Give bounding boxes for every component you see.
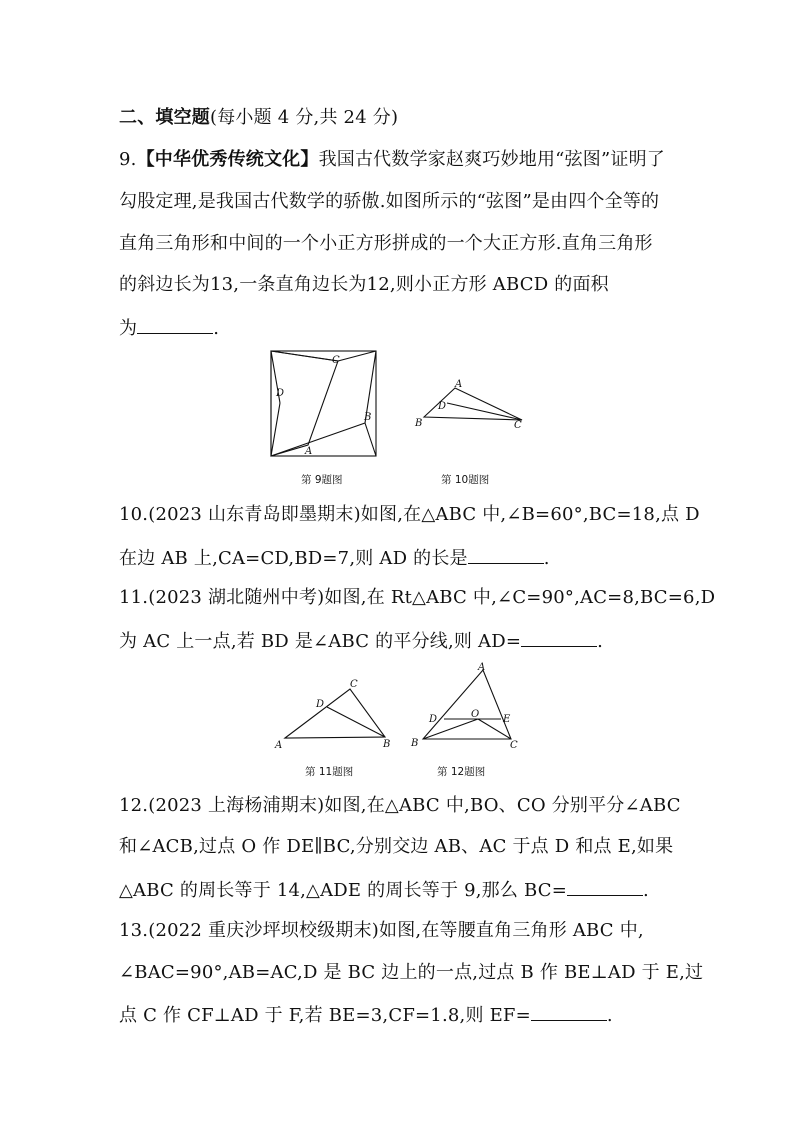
fig12-label-e: E <box>503 714 511 725</box>
fig9-label-b: B <box>364 412 372 423</box>
q13-answer-blank[interactable] <box>531 1002 607 1021</box>
figure-11 <box>270 672 396 752</box>
fig10-label-a: A <box>455 379 463 390</box>
fig11-label-b: B <box>383 739 391 750</box>
figure-11-drawing <box>270 672 396 752</box>
fig11-label-d: D <box>316 699 325 710</box>
q11-end: . <box>597 631 604 652</box>
q9-line3: 直角三角形和中间的一个小正方形拼成的一个大正方形.直角三角形 <box>119 233 653 254</box>
fig10-label-d: D <box>438 401 447 412</box>
q11-answer-blank[interactable] <box>521 628 597 647</box>
q13-line2: ∠BAC=90°,AB=AC,D 是 BC 边上的一点,过点 B 作 BE⊥AD 于 E,过 <box>119 962 704 983</box>
fig12-label-o: O <box>471 709 480 720</box>
figure-12 <box>405 660 530 752</box>
segment-cd <box>447 403 522 420</box>
q9-number: 9. <box>119 149 137 170</box>
fig12-label-d: D <box>429 714 438 725</box>
figure-10-caption: 第 10题图 <box>441 474 490 486</box>
figure-12-drawing <box>405 660 530 752</box>
figure-10 <box>410 378 530 434</box>
q10-line1: 10.(2023 山东青岛即墨期末)如图,在△ABC 中,∠B=60°,BC=18,点 D <box>119 504 700 525</box>
fig11-label-c: C <box>350 679 358 690</box>
q9-line5 <box>119 315 219 341</box>
q9-text1: 我国古代数学家赵爽巧妙地用“弦图”证明了 <box>318 149 665 170</box>
q10-text2: 在边 AB 上,CA=CD,BD=7,则 AD 的长是 <box>119 548 468 569</box>
q13-text3: 点 C 作 CF⊥AD 于 F,若 BE=3,CF=1.8,则 EF= <box>119 1005 531 1026</box>
big-square <box>271 351 376 456</box>
q12-text3: △ABC 的周长等于 14,△ADE 的周长等于 9,那么 BC= <box>119 880 568 901</box>
triangle-left <box>271 351 338 456</box>
chord-bottom <box>271 423 365 456</box>
figure-9-drawing <box>268 348 380 462</box>
q12-line2: 和∠ACB,过点 O 作 DE∥BC,分别交边 AB、AC 于点 D 和点 E,如果 <box>119 836 674 857</box>
figure-9 <box>268 348 380 462</box>
fig12-label-c: C <box>510 740 518 751</box>
q9-line1 <box>119 148 665 172</box>
q10-answer-blank[interactable] <box>468 545 544 564</box>
chord-top <box>271 351 338 361</box>
triangle-abc <box>423 670 511 739</box>
q10-line2 <box>119 545 550 571</box>
fig10-label-c: C <box>514 420 522 431</box>
section-note: (每小题 4 分,共 24 分) <box>210 107 399 128</box>
fig12-label-a: A <box>478 662 486 673</box>
q13-end: . <box>606 1005 613 1026</box>
chord-corner <box>338 351 376 361</box>
figure-11-caption: 第 11题图 <box>305 766 354 778</box>
q13-line3 <box>119 1002 613 1028</box>
chord-corner-br <box>365 423 376 456</box>
figure-12-caption: 第 12题图 <box>437 766 486 778</box>
segment-bd <box>327 707 385 737</box>
section-heading: 二、填空题 <box>119 107 210 128</box>
q12-line3 <box>119 877 649 903</box>
section-heading-line <box>119 106 398 130</box>
q11-line1: 11.(2023 湖北随州中考)如图,在 Rt△ABC 中,∠C=90°,AC=8,BC=6,D <box>119 587 716 608</box>
q13-line1: 13.(2022 重庆沙坪坝校级期末)如图,在等腰直角三角形 ABC 中, <box>119 920 644 941</box>
q9-line4: 的斜边长为13,一条直角边长为12,则小正方形 ABCD 的面积 <box>119 274 609 295</box>
fig12-label-b: B <box>411 738 419 749</box>
q12-line1: 12.(2023 上海杨浦期末)如图,在△ABC 中,BO、CO 分别平分∠ABC <box>119 795 681 816</box>
q9-tag: 【中华优秀传统文化】 <box>136 149 319 170</box>
q11-text2: 为 AC 上一点,若 BD 是∠ABC 的平分线,则 AD= <box>119 631 522 652</box>
triangle-abc <box>285 689 385 738</box>
chord-left2 <box>271 403 280 456</box>
fig10-label-b: B <box>415 418 423 429</box>
figure-9-caption: 第 9题图 <box>301 474 343 486</box>
fig9-label-c: C <box>332 355 340 366</box>
q12-end: . <box>643 880 649 901</box>
q12-answer-blank[interactable] <box>567 877 643 896</box>
q10-end: . <box>543 548 550 569</box>
fig9-label-a: A <box>305 446 313 457</box>
figure-10-drawing <box>410 378 530 434</box>
q9-text5: 为 <box>119 318 138 339</box>
q9-line2: 勾股定理,是我国古代数学的骄傲.如图所示的“弦图”是由四个全等的 <box>119 191 660 212</box>
fig11-label-a: A <box>275 740 283 751</box>
fig9-label-d: D <box>276 388 285 399</box>
q9-end: . <box>213 318 220 339</box>
q11-line2 <box>119 628 603 654</box>
q9-answer-blank[interactable] <box>137 315 213 334</box>
